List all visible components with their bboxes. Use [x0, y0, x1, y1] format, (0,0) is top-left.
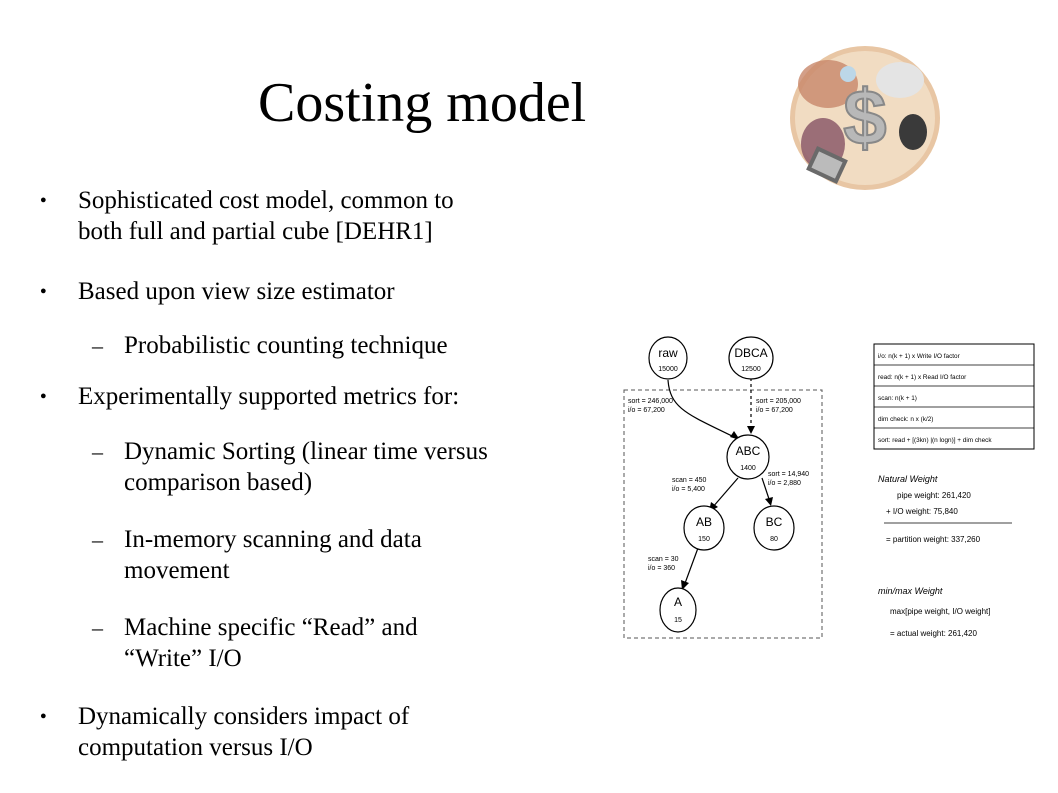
max-expression: max[pipe weight, I/O weight]: [890, 607, 991, 616]
diagram-boundary: [624, 390, 822, 638]
sub-list-item: [124, 436, 594, 498]
dash-marker: –: [92, 615, 103, 640]
node-abc: [727, 435, 769, 479]
node-size: 15: [674, 617, 682, 624]
cost-diagram: [620, 330, 1040, 648]
sub-list-item: [124, 612, 594, 674]
edge-label-ab-a: [648, 556, 679, 572]
node-label: AB: [695, 515, 713, 529]
formula-row: read: n(k + 1) x Read I/O factor: [878, 374, 967, 381]
node-label: A: [673, 595, 683, 609]
node-ab: [684, 506, 724, 550]
node-size: 15000: [658, 366, 678, 373]
dash-marker: –: [92, 439, 103, 464]
list-item: [78, 276, 578, 307]
actual-weight: = actual weight: 261,420: [890, 629, 977, 638]
dollar-symbol: $: [843, 73, 887, 161]
node-label: BC: [765, 515, 783, 529]
formula-row: dim check: n x (k/2): [878, 416, 934, 423]
edge-label-abc-bc: [768, 471, 809, 487]
list-item-line: Probabilistic counting technique: [124, 332, 448, 359]
edge-ab-a: [684, 548, 698, 586]
node-size: 80: [770, 536, 778, 543]
list-item-line: movement: [124, 557, 230, 584]
formula-table: [874, 344, 1034, 449]
edge-label-abc-ab: [672, 477, 707, 493]
minmax-weight-block: [878, 586, 991, 638]
list-item-line: computation versus I/O: [78, 734, 313, 761]
node-bc: [754, 506, 794, 550]
node-label: raw: [658, 346, 678, 360]
formula-row: scan: n(k + 1): [878, 395, 917, 402]
dash-marker: –: [92, 333, 103, 358]
sub-list-item: [124, 524, 594, 586]
dollar-sign-icon: [788, 44, 942, 192]
sub-list-item: [124, 330, 594, 361]
list-item-line: Sophisticated cost model, common to: [78, 187, 454, 214]
formula-row: i/o: n(k + 1) x Write I/O factor: [878, 353, 960, 360]
bullet-marker: ●: [40, 194, 47, 206]
edge-label-line: i/o = 2,880: [768, 480, 801, 487]
edge-label-line: scan = 450: [672, 477, 707, 484]
list-item-line: Dynamically considers impact of: [78, 703, 410, 730]
list-item-line: Machine specific “Read” and: [124, 614, 418, 641]
list-item-line: Dynamic Sorting (linear time versus: [124, 438, 488, 465]
edge-label-line: sort = 14,940: [768, 471, 810, 478]
list-item: [78, 381, 578, 412]
edge-raw-abc: [668, 380, 740, 440]
node-raw: [649, 337, 687, 379]
node-dbca: [729, 337, 773, 379]
list-item-line: Based upon view size estimator: [78, 278, 395, 305]
list-item: [78, 185, 578, 247]
edge-label-line: i/o = 67,200: [628, 407, 665, 414]
arrowhead: [747, 426, 755, 434]
edge-label-dbca-abc: [756, 398, 801, 414]
list-item: [78, 701, 578, 763]
node-label: ABC: [735, 444, 761, 458]
bullet-marker: ●: [40, 390, 47, 402]
list-item-line: In-memory scanning and data: [124, 526, 422, 553]
edge-label-line: sort = 205,000: [756, 398, 801, 405]
natural-weight-block: [878, 474, 1012, 544]
minmax-weight-heading: min/max Weight: [878, 586, 943, 596]
edge-abc-ab: [712, 478, 738, 508]
node-a: [660, 588, 696, 632]
list-item-line: both full and partial cube [DEHR1]: [78, 218, 433, 245]
edge-label-line: i/o = 360: [648, 565, 676, 572]
pipe-weight: pipe weight: 261,420: [897, 491, 971, 500]
edge-label-raw-abc: [628, 398, 673, 414]
node-size: 150: [698, 536, 710, 543]
list-item-line: Experimentally supported metrics for:: [78, 383, 460, 410]
list-item-line: “Write” I/O: [124, 645, 242, 672]
io-weight: + I/O weight: 75,840: [886, 507, 958, 516]
node-size: 1400: [740, 465, 756, 472]
arrowhead: [765, 497, 773, 506]
list-item-line: comparison based): [124, 469, 313, 496]
bullet-marker: ●: [40, 710, 47, 722]
node-label: DBCA: [734, 346, 768, 360]
dash-marker: –: [92, 527, 103, 552]
bullet-marker: ●: [40, 285, 47, 297]
formula-row: sort: read + [(3kn) |(n logn)] + dim check: [878, 437, 992, 444]
edge-label-line: sort = 246,000: [628, 398, 673, 405]
edge-label-line: scan = 30: [648, 556, 679, 563]
edge-label-line: i/o = 5,400: [672, 486, 705, 493]
slide-title: Costing model: [258, 72, 587, 134]
natural-weight-heading: Natural Weight: [878, 474, 938, 484]
node-size: 12500: [741, 366, 761, 373]
edge-label-line: i/o = 67,200: [756, 407, 793, 414]
partition-weight: = partition weight: 337,260: [886, 535, 981, 544]
